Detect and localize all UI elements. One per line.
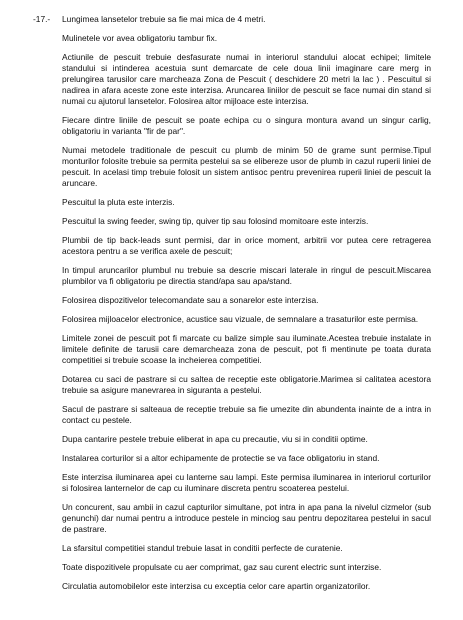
paragraph: Circulatia automobilelor este interzisa cu exceptia celor care apartin organizatorilor. bbox=[62, 581, 371, 591]
paragraph: Actiunile de pescuit trebuie desfasurate numai in interiorul standului alocat echipei; limitele standului si intinderea acestuia sunt demarcate de cele doua linii imaginare care merg in prelungirea tarusilor care marcheaza Zona de Pescuit ( deschidere 20 metri la lac ) . Pescuitul si nadirea in afara aceste zone este interzisa. Aruncarea liniilor de pescuit se face numai din stand si numai cu ajutorul lansetelor. Folosirea altor mijloace este interzisa. bbox=[62, 52, 431, 106]
article-number: -17.- bbox=[33, 14, 51, 24]
paragraph: Mulinetele vor avea obligatoriu tambur fix. bbox=[62, 33, 218, 43]
paragraph: Instalarea corturilor si a altor echipamente de protectie se va face obligatoriu in stand. bbox=[62, 453, 380, 463]
paragraph: La sfarsitul competitiei standul trebuie lasat in conditii perfecte de curatenie. bbox=[62, 543, 343, 553]
paragraph: Dupa cantarire pestele trebuie eliberat in apa cu precautie, viu si in conditii optime. bbox=[62, 434, 368, 444]
paragraph: Sacul de pastrare si salteaua de receptie trebuie sa fie umezite din abundenta inainte de a intra in contact cu pestele. bbox=[62, 404, 431, 425]
paragraph: Pescuitul la pluta este interzis. bbox=[62, 197, 175, 207]
paragraph: Limitele zonei de pescuit pot fi marcate cu balize simple sau iluminate.Acestea trebuie instalate in limitele definite de tarusii care demarcheaza zona de pescuit, pot fi mentinute pe toata durata competitiei si trebuie scoase la incheierea competitiei. bbox=[62, 333, 431, 365]
paragraph: In timpul aruncarilor plumbul nu trebuie sa descrie miscari laterale in ringul de pescuit.Miscarea plumbilor va fi obligatoriu pe directia stand/apa sau apa/stand. bbox=[62, 265, 431, 286]
paragraph: Numai metodele traditionale de pescuit cu plumb de minim 50 de grame sunt permise.Tipul monturilor folosite trebuie sa permita pestelui sa se elibereze usor de plumb in cazul ruperii liniei de pescuit. In acelasi timp trebuie folosit un sistem antisoc pentru prevenirea ruperii liniei de pescuit la aruncare. bbox=[62, 145, 431, 188]
paragraph: Un concurent, sau ambii in cazul capturilor simultane, pot intra in apa pana la nivelul cizmelor (sub genunchi) dar numai pentru a introduce pestele in minciog sau pentru depozitarea pestelui in sacul de pastrare. bbox=[62, 502, 431, 534]
paragraph: Este interzisa iluminarea apei cu lanterne sau lampi. Este permisa iluminarea in interiorul corturilor si folosirea lanternelor de cap cu iluminare discreta pentru scoaterea pestelui. bbox=[62, 472, 431, 493]
paragraph: Folosirea mijloacelor electronice, acustice sau vizuale, de semnalare a trasaturilor este permisa. bbox=[62, 314, 419, 324]
article-body bbox=[62, 14, 431, 600]
paragraph: Fiecare dintre liniile de pescuit se poate echipa cu o singura montura avand un singur carlig, obligatoriu in varianta "fir de par". bbox=[62, 115, 431, 136]
paragraph: Pescuitul la swing feeder, swing tip, quiver tip sau folosind momitoare este interzis. bbox=[62, 216, 369, 226]
paragraph: Folosirea dispozitivelor telecomandate sau a sonarelor este interzisa. bbox=[62, 295, 319, 305]
paragraph: Lungimea lansetelor trebuie sa fie mai mica de 4 metri. bbox=[62, 14, 266, 24]
paragraph: Toate dispozitivele propulsate cu aer comprimat, gaz sau curent electric sunt interzise. bbox=[62, 562, 382, 572]
paragraph: Dotarea cu saci de pastrare si cu saltea de receptie este obligatorie.Marimea si calitatea acestora trebuie sa asigure manevrarea in siguranta a pestelui. bbox=[62, 374, 431, 395]
paragraph: Plumbii de tip back-leads sunt permisi, dar in orice moment, arbitrii vor putea cere retragerea acestora pentru a se verifica axele de pescuit; bbox=[62, 235, 431, 256]
